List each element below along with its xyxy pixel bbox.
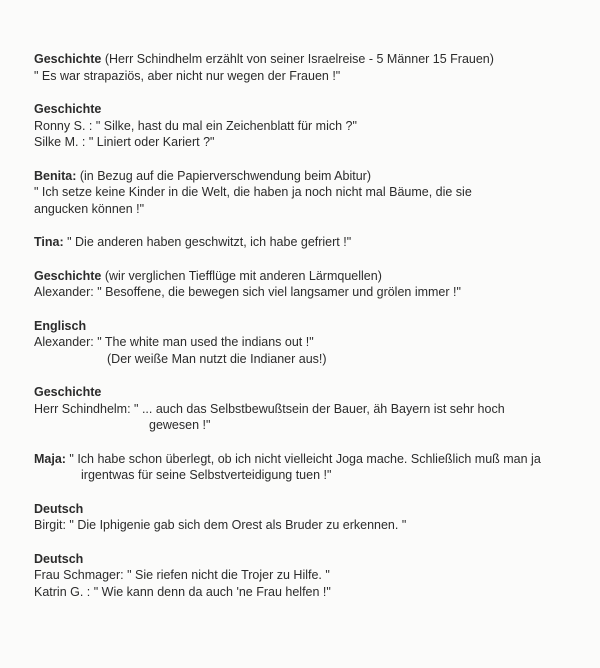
entry-heading (34, 234, 590, 251)
quote-entry (34, 384, 590, 434)
quote-entry (34, 268, 590, 301)
subject-label: Tina: (34, 235, 64, 249)
quote-line: Herr Schindhelm: " ... auch das Selbstbewußtsein der Bauer, äh Bayern ist sehr hoch (34, 401, 505, 416)
quote-line: Alexander: " Besoffene, die bewegen sich viel langsamer und grölen immer !" (34, 285, 461, 299)
heading-context: (Herr Schindhelm erzählt von seiner Israelreise - 5 Männer 15 Frauen) (101, 52, 494, 66)
subject-label: Geschichte (34, 385, 102, 399)
subject-label: Geschichte (34, 268, 102, 283)
quote-entry (34, 451, 590, 484)
quote-entry (34, 501, 590, 534)
heading-context: (in Bezug auf die Papierverschwendung beim Abitur) (76, 168, 371, 183)
quote-entry (34, 101, 590, 151)
quote-line: Frau Schmager: " Sie riefen nicht die Trojer zu Hilfe. " (34, 568, 330, 582)
subject-label: Benita: (34, 168, 77, 183)
quote-text: " Ich habe schon überlegt, ob ich nicht vielleicht Joga mache. Schließlich muß man ja (65, 451, 541, 466)
entry-heading (34, 268, 590, 285)
quote-sheet (34, 51, 590, 617)
quote-continuation: gewesen !" (149, 418, 211, 432)
subject-label: Geschichte (34, 52, 102, 66)
entry-heading (34, 451, 590, 468)
quote-line: Birgit: " Die Iphigenie gab sich dem Orest als Bruder zu erkennen. " (34, 518, 407, 532)
quote-line: " Es war strapaziös, aber nicht nur wegen der Frauen !" (34, 68, 341, 83)
quote-line: angucken können !" (34, 201, 145, 216)
quote-line: Silke M. : " Liniert oder Kariert ?" (34, 135, 215, 149)
quote-text: " Die anderen haben geschwitzt, ich habe gefriert !" (63, 235, 352, 249)
translation-line: (Der weiße Man nutzt die Indianer aus!) (107, 351, 327, 366)
quote-entry (34, 168, 590, 218)
subject-label: Deutsch (34, 501, 84, 516)
quote-entry (34, 318, 590, 368)
quote-entry (34, 51, 590, 84)
quote-continuation: irgentwas für seine Selbstverteidigung tuen !" (81, 468, 332, 482)
entry-heading (34, 51, 590, 68)
quote-entry (34, 551, 590, 601)
quote-line: Ronny S. : " Silke, hast du mal ein Zeichenblatt für mich ?" (34, 118, 357, 133)
quote-line: Katrin G. : " Wie kann denn da auch 'ne Frau helfen !" (34, 584, 331, 599)
subject-label: Englisch (34, 318, 87, 333)
quote-line: " Ich setze keine Kinder in die Welt, die haben ja noch nicht mal Bäume, die sie (34, 185, 472, 199)
subject-label: Deutsch (34, 551, 84, 566)
entry-heading (34, 168, 590, 185)
subject-label: Maja: (34, 451, 66, 466)
heading-context: (wir verglichen Tiefflüge mit anderen Lärmquellen) (101, 268, 382, 283)
quote-line: Alexander: " The white man used the indians out !" (34, 335, 314, 349)
quote-entry (34, 234, 590, 251)
subject-label: Geschichte (34, 102, 102, 116)
